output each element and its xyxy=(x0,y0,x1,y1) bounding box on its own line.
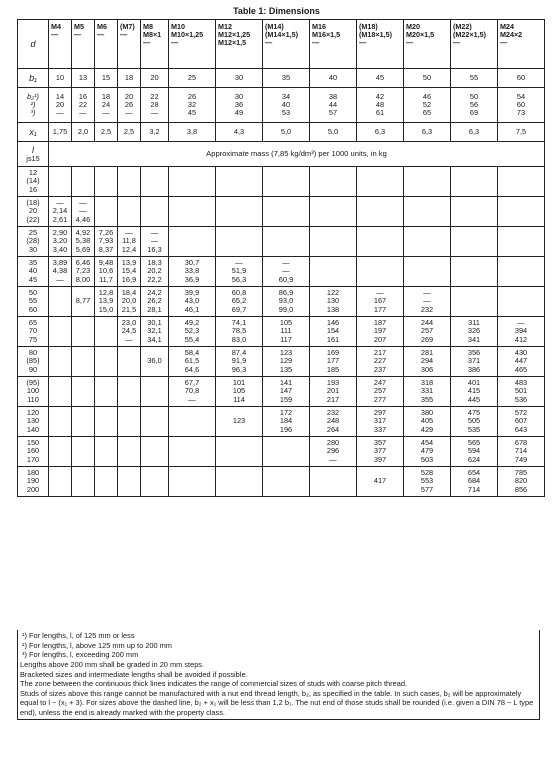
b1-value: 50 xyxy=(404,69,451,88)
b2-row xyxy=(18,88,545,123)
mass-cell: 18,4 20,0 21,5 xyxy=(118,287,141,317)
b2-value: 18 24 — xyxy=(95,88,118,123)
mass-cell xyxy=(169,407,216,437)
length-values: (18) 20 (22) xyxy=(18,197,49,227)
x1-value: 1,75 xyxy=(49,123,72,142)
size-label: M20×1,5 xyxy=(406,30,435,40)
b2-value: 34 40 53 xyxy=(263,88,310,123)
mass-cell xyxy=(72,377,95,407)
note-bracketed-sizes: Bracketed sizes and intermediate lengths shall be avoided if possible. xyxy=(20,669,248,679)
mass-cell: — 167 177 xyxy=(357,287,404,317)
mass-cell xyxy=(216,167,263,197)
size-label: — xyxy=(97,30,105,40)
mass-cell: 58,4 61,5 64,6 xyxy=(169,347,216,377)
size-label: M24 xyxy=(500,22,514,31)
mass-cell xyxy=(216,467,263,497)
mass-cell: 357 377 397 xyxy=(357,437,404,467)
x1-value: 7,5 xyxy=(498,123,545,142)
mass-cell: 528 553 577 xyxy=(404,467,451,497)
mass-cell xyxy=(118,467,141,497)
mass-cell: 247 257 277 xyxy=(357,377,404,407)
size-label: — xyxy=(359,38,367,48)
mass-cell xyxy=(95,437,118,467)
b2-label: b₂¹) ²) ³) xyxy=(18,88,49,123)
mass-cell xyxy=(72,347,95,377)
length-label: l js15 xyxy=(18,142,49,167)
mass-cell: 36,0 xyxy=(141,347,169,377)
mass-cell xyxy=(216,197,263,227)
size-header xyxy=(169,20,216,69)
length-group-row xyxy=(18,467,545,497)
mass-cell xyxy=(451,167,498,197)
mass-cell xyxy=(310,227,357,257)
b2-value: 22 28 — xyxy=(141,88,169,123)
mass-cell: 123 129 135 xyxy=(263,347,310,377)
mass-cell: — — 16,3 xyxy=(141,227,169,257)
b2-value: 30 36 49 xyxy=(216,88,263,123)
mass-cell: 39,9 43,0 46,1 xyxy=(169,287,216,317)
b1-value: 40 xyxy=(310,69,357,88)
note-commercial-zone: The zone between the continuous thick lines indicates the range of commercial sizes of studs with coarse pitch thread. xyxy=(20,679,407,689)
mass-cell xyxy=(498,227,545,257)
mass-cell xyxy=(263,437,310,467)
size-header xyxy=(404,20,451,69)
mass-cell: 297 317 337 xyxy=(357,407,404,437)
d-label: d xyxy=(18,20,49,69)
mass-cell xyxy=(498,257,545,287)
mass-cell: 18,3 20,2 22,2 xyxy=(141,257,169,287)
mass-cell: 24,2 26,2 28,1 xyxy=(141,287,169,317)
x1-value: 5,0 xyxy=(263,123,310,142)
footnote-1: ¹) For lengths, l, of 125 mm or less xyxy=(22,631,135,640)
b2-value: 42 48 61 xyxy=(357,88,404,123)
size-label: M8 xyxy=(143,22,153,31)
mass-cell xyxy=(310,467,357,497)
x1-value: 6,3 xyxy=(451,123,498,142)
mass-cell xyxy=(72,407,95,437)
mass-cell xyxy=(357,197,404,227)
mass-cell xyxy=(216,437,263,467)
mass-cell: — — 232 xyxy=(404,287,451,317)
mass-cell: 483 501 536 xyxy=(498,377,545,407)
mass-cell: 172 184 196 xyxy=(263,407,310,437)
mass-caption-row xyxy=(18,142,545,167)
size-label: — xyxy=(171,38,179,48)
size-header xyxy=(263,20,310,69)
mass-cell xyxy=(49,347,72,377)
b1-value: 18 xyxy=(118,69,141,88)
mass-cell xyxy=(404,167,451,197)
b2-value: 14 20 — xyxy=(49,88,72,123)
mass-cell xyxy=(141,407,169,437)
mass-cell: 380 405 429 xyxy=(404,407,451,437)
b1-value: 30 xyxy=(216,69,263,88)
header-row xyxy=(18,20,545,69)
size-header xyxy=(95,20,118,69)
mass-cell xyxy=(263,467,310,497)
b1-value: 35 xyxy=(263,69,310,88)
mass-cell: 105 111 117 xyxy=(263,317,310,347)
mass-cell xyxy=(95,377,118,407)
size-label: — xyxy=(120,30,128,40)
x1-value: 6,3 xyxy=(404,123,451,142)
size-label: (M7) xyxy=(120,22,135,31)
size-header xyxy=(498,20,545,69)
mass-cell xyxy=(451,257,498,287)
mass-cell xyxy=(498,197,545,227)
footnote-3: ³) For lengths, l, exceeding 200 mm xyxy=(22,650,139,660)
x1-value: 2,5 xyxy=(118,123,141,142)
size-header xyxy=(451,20,498,69)
mass-cell: — — 4,46 xyxy=(72,197,95,227)
mass-cell xyxy=(451,197,498,227)
length-group-row xyxy=(18,347,545,377)
size-header xyxy=(357,20,404,69)
x1-value: 4,3 xyxy=(216,123,263,142)
size-label: — xyxy=(406,38,414,48)
size-label: — xyxy=(143,38,151,48)
x1-value: 2,0 xyxy=(72,123,95,142)
x1-value: 3,8 xyxy=(169,123,216,142)
mass-cell: 7,26 7,93 8,37 xyxy=(95,227,118,257)
length-values: 180 190 200 xyxy=(18,467,49,497)
x1-value: 3,2 xyxy=(141,123,169,142)
mass-cell xyxy=(118,197,141,227)
x1-value: 6,3 xyxy=(357,123,404,142)
size-label: M4 xyxy=(51,22,61,31)
mass-cell xyxy=(310,257,357,287)
mass-cell: — 2,14 2,61 xyxy=(49,197,72,227)
b2-value: 46 52 65 xyxy=(404,88,451,123)
x1-value: 2,5 xyxy=(95,123,118,142)
b1-value: 60 xyxy=(498,69,545,88)
mass-cell: 318 331 355 xyxy=(404,377,451,407)
mass-cell xyxy=(357,257,404,287)
mass-cell xyxy=(310,197,357,227)
mass-cell xyxy=(169,467,216,497)
mass-cell: 30,1 32,1 34,1 xyxy=(141,317,169,347)
mass-cell: 193 201 217 xyxy=(310,377,357,407)
mass-cell xyxy=(263,167,310,197)
mass-cell xyxy=(118,347,141,377)
size-label: M10×1,25 xyxy=(171,30,204,40)
table-title: Table 1: Dimensions xyxy=(233,6,320,16)
size-label: — xyxy=(265,38,273,48)
mass-cell xyxy=(498,287,545,317)
mass-cell xyxy=(95,467,118,497)
b1-value: 13 xyxy=(72,69,95,88)
mass-cell: 2,90 3,20 3,40 xyxy=(49,227,72,257)
length-group-row xyxy=(18,377,545,407)
mass-cell: 12,8 13,9 15,0 xyxy=(95,287,118,317)
mass-cell: 280 296 — xyxy=(310,437,357,467)
mass-cell: 475 505 535 xyxy=(451,407,498,437)
mass-cell: 356 371 386 xyxy=(451,347,498,377)
mass-cell: — 51,9 56,3 xyxy=(216,257,263,287)
mass-cell xyxy=(72,467,95,497)
length-group-row xyxy=(18,197,545,227)
size-header xyxy=(72,20,95,69)
mass-cell xyxy=(263,197,310,227)
dimensions-table xyxy=(17,19,545,497)
size-label: M12×1,25 xyxy=(218,30,251,40)
size-label: M16×1,5 xyxy=(312,30,341,40)
size-label: M12 xyxy=(218,22,232,31)
size-header xyxy=(216,20,263,69)
size-label: M6 xyxy=(97,22,107,31)
mass-cell xyxy=(498,167,545,197)
mass-cell: 232 248 264 xyxy=(310,407,357,437)
mass-cell: 67,7 70,8 — xyxy=(169,377,216,407)
mass-cell: 572 607 643 xyxy=(498,407,545,437)
mass-cell: — 11,8 12,4 xyxy=(118,227,141,257)
size-label: M5 xyxy=(74,22,84,31)
mass-cell: 311 326 341 xyxy=(451,317,498,347)
mass-cell xyxy=(216,227,263,257)
mass-cell xyxy=(49,407,72,437)
mass-cell xyxy=(49,167,72,197)
mass-cell xyxy=(49,467,72,497)
mass-cell xyxy=(357,227,404,257)
length-values: 25 (28) 30 xyxy=(18,227,49,257)
length-group-row xyxy=(18,287,545,317)
b1-value: 10 xyxy=(49,69,72,88)
mass-cell: 454 479 503 xyxy=(404,437,451,467)
size-label: M16 xyxy=(312,22,326,31)
b1-row xyxy=(18,69,545,88)
mass-cell xyxy=(141,437,169,467)
mass-cell: 122 130 138 xyxy=(310,287,357,317)
mass-cell: 3,89 4,38 — xyxy=(49,257,72,287)
b1-value: 45 xyxy=(357,69,404,88)
mass-cell xyxy=(95,317,118,347)
mass-cell xyxy=(72,437,95,467)
mass-cell xyxy=(169,197,216,227)
mass-cell: 9,48 10,6 11,7 xyxy=(95,257,118,287)
b1-label: b₁ xyxy=(18,69,49,88)
b2-value: 16 22 — xyxy=(72,88,95,123)
size-label: (M22) xyxy=(453,22,472,31)
mass-cell xyxy=(141,467,169,497)
length-values: 65 70 75 xyxy=(18,317,49,347)
mass-cell: 30,7 33,8 36,9 xyxy=(169,257,216,287)
mass-cell: 23,0 24,5 — xyxy=(118,317,141,347)
mass-cell xyxy=(451,227,498,257)
mass-cell: 141 147 159 xyxy=(263,377,310,407)
mass-cell: 87,4 91,9 96,3 xyxy=(216,347,263,377)
mass-cell xyxy=(95,167,118,197)
mass-cell xyxy=(310,167,357,197)
note-nut-end: Studs of sizes above this range cannot be manufactured with a nut end thread length, b₂, as specified in the table. In such cases, b₂ will be approximately equal to l − (x₁ + 3). For sizes above the dashed line, b₂ + x₁ will be less than 1,2 b₁. The nut end of those studs shall be rounded (i.e. given a DIN 78 − L type end), unless the end is already marked with the property class. xyxy=(20,688,534,717)
mass-cell xyxy=(169,227,216,257)
mass-cell: 401 415 445 xyxy=(451,377,498,407)
size-header xyxy=(310,20,357,69)
footnotes xyxy=(17,630,540,720)
mass-cell: 13,9 15,4 16,9 xyxy=(118,257,141,287)
size-label: (M14) xyxy=(265,22,284,31)
mass-cell: 430 447 465 xyxy=(498,347,545,377)
mass-cell xyxy=(118,377,141,407)
x1-value: 5,0 xyxy=(310,123,357,142)
mass-cell xyxy=(357,167,404,197)
mass-cell: 281 294 306 xyxy=(404,347,451,377)
mass-cell: — 394 412 xyxy=(498,317,545,347)
mass-caption: Approximate mass (7,85 kg/dm³) per 1000 units, in kg xyxy=(49,142,545,167)
mass-cell xyxy=(49,317,72,347)
mass-cell: 6,46 7,23 8,00 xyxy=(72,257,95,287)
size-label: — xyxy=(51,30,59,40)
b1-value: 20 xyxy=(141,69,169,88)
mass-cell xyxy=(118,407,141,437)
length-group-row xyxy=(18,257,545,287)
size-header xyxy=(118,20,141,69)
b1-value: 15 xyxy=(95,69,118,88)
size-label: M20 xyxy=(406,22,420,31)
length-group-row xyxy=(18,407,545,437)
mass-cell xyxy=(49,287,72,317)
size-label: M24×2 xyxy=(500,30,523,40)
mass-cell xyxy=(404,197,451,227)
b2-value: 26 32 45 xyxy=(169,88,216,123)
mass-cell: 8,77 xyxy=(72,287,95,317)
length-group-row xyxy=(18,317,545,347)
mass-cell xyxy=(404,257,451,287)
mass-cell: 123 xyxy=(216,407,263,437)
mass-cell: 217 227 237 xyxy=(357,347,404,377)
mass-cell xyxy=(49,377,72,407)
mass-cell: 49,2 52,3 55,4 xyxy=(169,317,216,347)
x1-row xyxy=(18,123,545,142)
size-label: (M22×1,5) xyxy=(453,30,486,40)
length-values: (95) 100 110 xyxy=(18,377,49,407)
mass-cell: 785 820 856 xyxy=(498,467,545,497)
size-label: M10 xyxy=(171,22,185,31)
size-label: (M18×1,5) xyxy=(359,30,392,40)
length-values: 120 130 140 xyxy=(18,407,49,437)
footnote-2: ²) For lengths, l, above 125 mm up to 200 mm xyxy=(22,640,172,650)
mass-cell: 4,92 5,38 5,69 xyxy=(72,227,95,257)
mass-cell xyxy=(95,407,118,437)
size-label: — xyxy=(500,38,508,48)
length-group-row xyxy=(18,437,545,467)
mass-cell xyxy=(141,167,169,197)
length-values: 150 160 170 xyxy=(18,437,49,467)
mass-cell: 60,8 65,2 69,7 xyxy=(216,287,263,317)
length-values: 50 55 60 xyxy=(18,287,49,317)
length-values: 80 (85) 90 xyxy=(18,347,49,377)
mass-cell xyxy=(451,287,498,317)
b2-value: 38 44 57 xyxy=(310,88,357,123)
mass-cell xyxy=(95,197,118,227)
mass-cell: 146 154 161 xyxy=(310,317,357,347)
size-label: — xyxy=(312,38,320,48)
mass-cell: 101 105 114 xyxy=(216,377,263,407)
mass-cell: 169 177 185 xyxy=(310,347,357,377)
size-label: — xyxy=(453,38,461,48)
mass-cell: 86,9 93,0 99,0 xyxy=(263,287,310,317)
size-label: — xyxy=(74,30,82,40)
mass-cell: 654 684 714 xyxy=(451,467,498,497)
b2-value: 50 56 69 xyxy=(451,88,498,123)
mass-cell xyxy=(141,197,169,227)
mass-cell xyxy=(118,437,141,467)
mass-cell xyxy=(118,167,141,197)
mass-cell xyxy=(169,167,216,197)
mass-cell xyxy=(404,227,451,257)
size-label: (M18) xyxy=(359,22,378,31)
x1-label: x₁ xyxy=(18,123,49,142)
b1-value: 25 xyxy=(169,69,216,88)
mass-cell: 565 594 624 xyxy=(451,437,498,467)
length-group-row xyxy=(18,167,545,197)
mass-cell xyxy=(72,167,95,197)
b2-value: 54 60 73 xyxy=(498,88,545,123)
size-label: M8×1 xyxy=(143,30,162,40)
mass-cell xyxy=(169,437,216,467)
mass-cell xyxy=(141,377,169,407)
mass-cell: 417 xyxy=(357,467,404,497)
size-label: (M14×1,5) xyxy=(265,30,298,40)
length-values: 12 (14) 16 xyxy=(18,167,49,197)
mass-cell: — — 60,9 xyxy=(263,257,310,287)
mass-cell xyxy=(72,317,95,347)
length-group-row xyxy=(18,227,545,257)
b1-value: 55 xyxy=(451,69,498,88)
b2-value: 20 26 — xyxy=(118,88,141,123)
size-header xyxy=(49,20,72,69)
length-values: 35 40 45 xyxy=(18,257,49,287)
mass-cell: 74,1 78,5 83,0 xyxy=(216,317,263,347)
mass-cell xyxy=(263,227,310,257)
mass-cell: 678 714 749 xyxy=(498,437,545,467)
footnote-marks: ¹) ²) ³) xyxy=(30,91,39,118)
note-length-steps: Lengths above 200 mm shall be graded in 20 mm steps. xyxy=(20,659,205,669)
mass-cell xyxy=(95,347,118,377)
mass-cell: 244 257 269 xyxy=(404,317,451,347)
size-label: M12×1,5 xyxy=(218,38,247,48)
size-header xyxy=(141,20,169,69)
mass-cell: 187 197 207 xyxy=(357,317,404,347)
mass-cell xyxy=(49,437,72,467)
